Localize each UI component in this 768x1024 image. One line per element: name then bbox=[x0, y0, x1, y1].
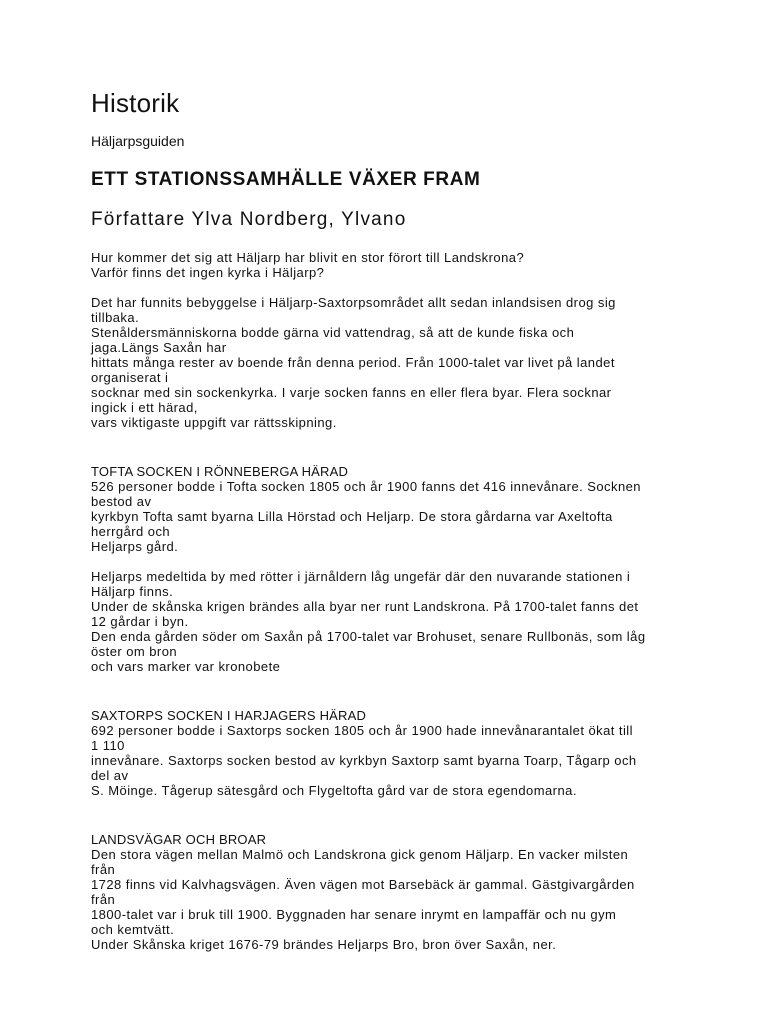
text-line: 1800-talet var i bruk till 1900. Byggnaden har senare inrymt en lampaffär och nu gym bbox=[91, 907, 617, 922]
text-line: del av bbox=[91, 768, 129, 783]
document-body bbox=[91, 250, 681, 952]
tofta-section bbox=[91, 464, 681, 554]
text-line: Det har funnits bebyggelse i Häljarp-Saxtorpsområdet allt sedan inlandsisen drog sig bbox=[91, 295, 616, 310]
text-line: kyrkbyn Tofta samt byarna Lilla Hörstad och Heljarp. De stora gårdarna var Axeltofta bbox=[91, 509, 613, 524]
text-line: Den stora vägen mellan Malmö och Landskrona gick genom Häljarp. En vacker milsten bbox=[91, 847, 629, 862]
text-line: bestod av bbox=[91, 494, 152, 509]
section-heading: TOFTA SOCKEN I RÖNNEBERGA HÄRAD bbox=[91, 464, 349, 479]
text-line: från bbox=[91, 862, 116, 877]
text-line: 1 110 bbox=[91, 738, 125, 753]
text-line: och vars marker var kronobete bbox=[91, 659, 281, 674]
author-line: Författare Ylva Nordberg, Ylvano bbox=[91, 209, 407, 230]
text-line: Heljarps medeltida by med rötter i järnåldern låg ungefär där den nuvarande stationen i bbox=[91, 569, 631, 584]
text-line: öster om bron bbox=[91, 644, 178, 659]
text-line: Heljarps gård. bbox=[91, 539, 179, 554]
document-page bbox=[91, 86, 681, 952]
text-line: S. Möinge. Tågerup sätesgård och Flygeltofta gård var de stora egendomarna. bbox=[91, 783, 577, 798]
intro-paragraph bbox=[91, 250, 681, 280]
text-line: socknar med sin sockenkyrka. I varje socken fanns en eller flera byar. Flera socknar bbox=[91, 385, 612, 400]
page-subtitle: Häljarpsguiden bbox=[91, 133, 185, 149]
text-line: 692 personer bodde i Saxtorps socken 1805 och år 1900 hade innevånarantalet ökat till bbox=[91, 723, 633, 738]
roads-section bbox=[91, 832, 681, 952]
text-line: från bbox=[91, 892, 116, 907]
text-line: Varför finns det ingen kyrka i Häljarp? bbox=[91, 265, 325, 280]
heljarp-paragraph bbox=[91, 569, 681, 674]
text-line: 1728 finns vid Kalvhagsvägen. Även vägen mot Barsebäck är gammal. Gästgivargården bbox=[91, 877, 635, 892]
text-line: Stenåldersmänniskorna bodde gärna vid vattendrag, så att de kunde fiska och bbox=[91, 325, 575, 340]
prehistory-paragraph bbox=[91, 295, 681, 430]
text-line: vars viktigaste uppgift var rättsskipning. bbox=[91, 415, 337, 430]
text-line: 526 personer bodde i Tofta socken 1805 och år 1900 fanns det 416 innevånare. Socknen bbox=[91, 479, 641, 494]
text-line: Häljarp finns. bbox=[91, 584, 174, 599]
section-heading: SAXTORPS SOCKEN I HARJAGERS HÄRAD bbox=[91, 708, 367, 723]
section-heading: LANDSVÄGAR OCH BROAR bbox=[91, 832, 267, 847]
text-line: Under de skånska krigen brändes alla byar ner runt Landskrona. På 1700-talet fanns det bbox=[91, 599, 639, 614]
text-line: Hur kommer det sig att Häljarp har blivit en stor förort till Landskrona? bbox=[91, 250, 525, 265]
text-line: 12 gårdar i byn. bbox=[91, 614, 189, 629]
text-line: jaga.Längs Saxån har bbox=[91, 340, 227, 355]
saxtorp-section bbox=[91, 708, 681, 798]
page-title: Historik bbox=[91, 88, 180, 118]
text-line: herrgård och bbox=[91, 524, 171, 539]
text-line: organiserat i bbox=[91, 370, 169, 385]
text-line: Under Skånska kriget 1676-79 brändes Heljarps Bro, bron över Saxån, ner. bbox=[91, 937, 557, 952]
text-line: tillbaka. bbox=[91, 310, 140, 325]
text-line: Den enda gården söder om Saxån på 1700-talet var Brohuset, senare Rullbonäs, som låg bbox=[91, 629, 646, 644]
main-heading: ETT STATIONSSAMHÄLLE VÄXER FRAM bbox=[91, 169, 481, 190]
text-line: hittats många rester av boende från denna period. Från 1000-talet var livet på landet bbox=[91, 355, 615, 370]
text-line: innevånare. Saxtorps socken bestod av kyrkbyn Saxtorp samt byarna Toarp, Tågarp och bbox=[91, 753, 637, 768]
text-line: ingick i ett härad, bbox=[91, 400, 198, 415]
text-line: och kemtvätt. bbox=[91, 922, 175, 937]
